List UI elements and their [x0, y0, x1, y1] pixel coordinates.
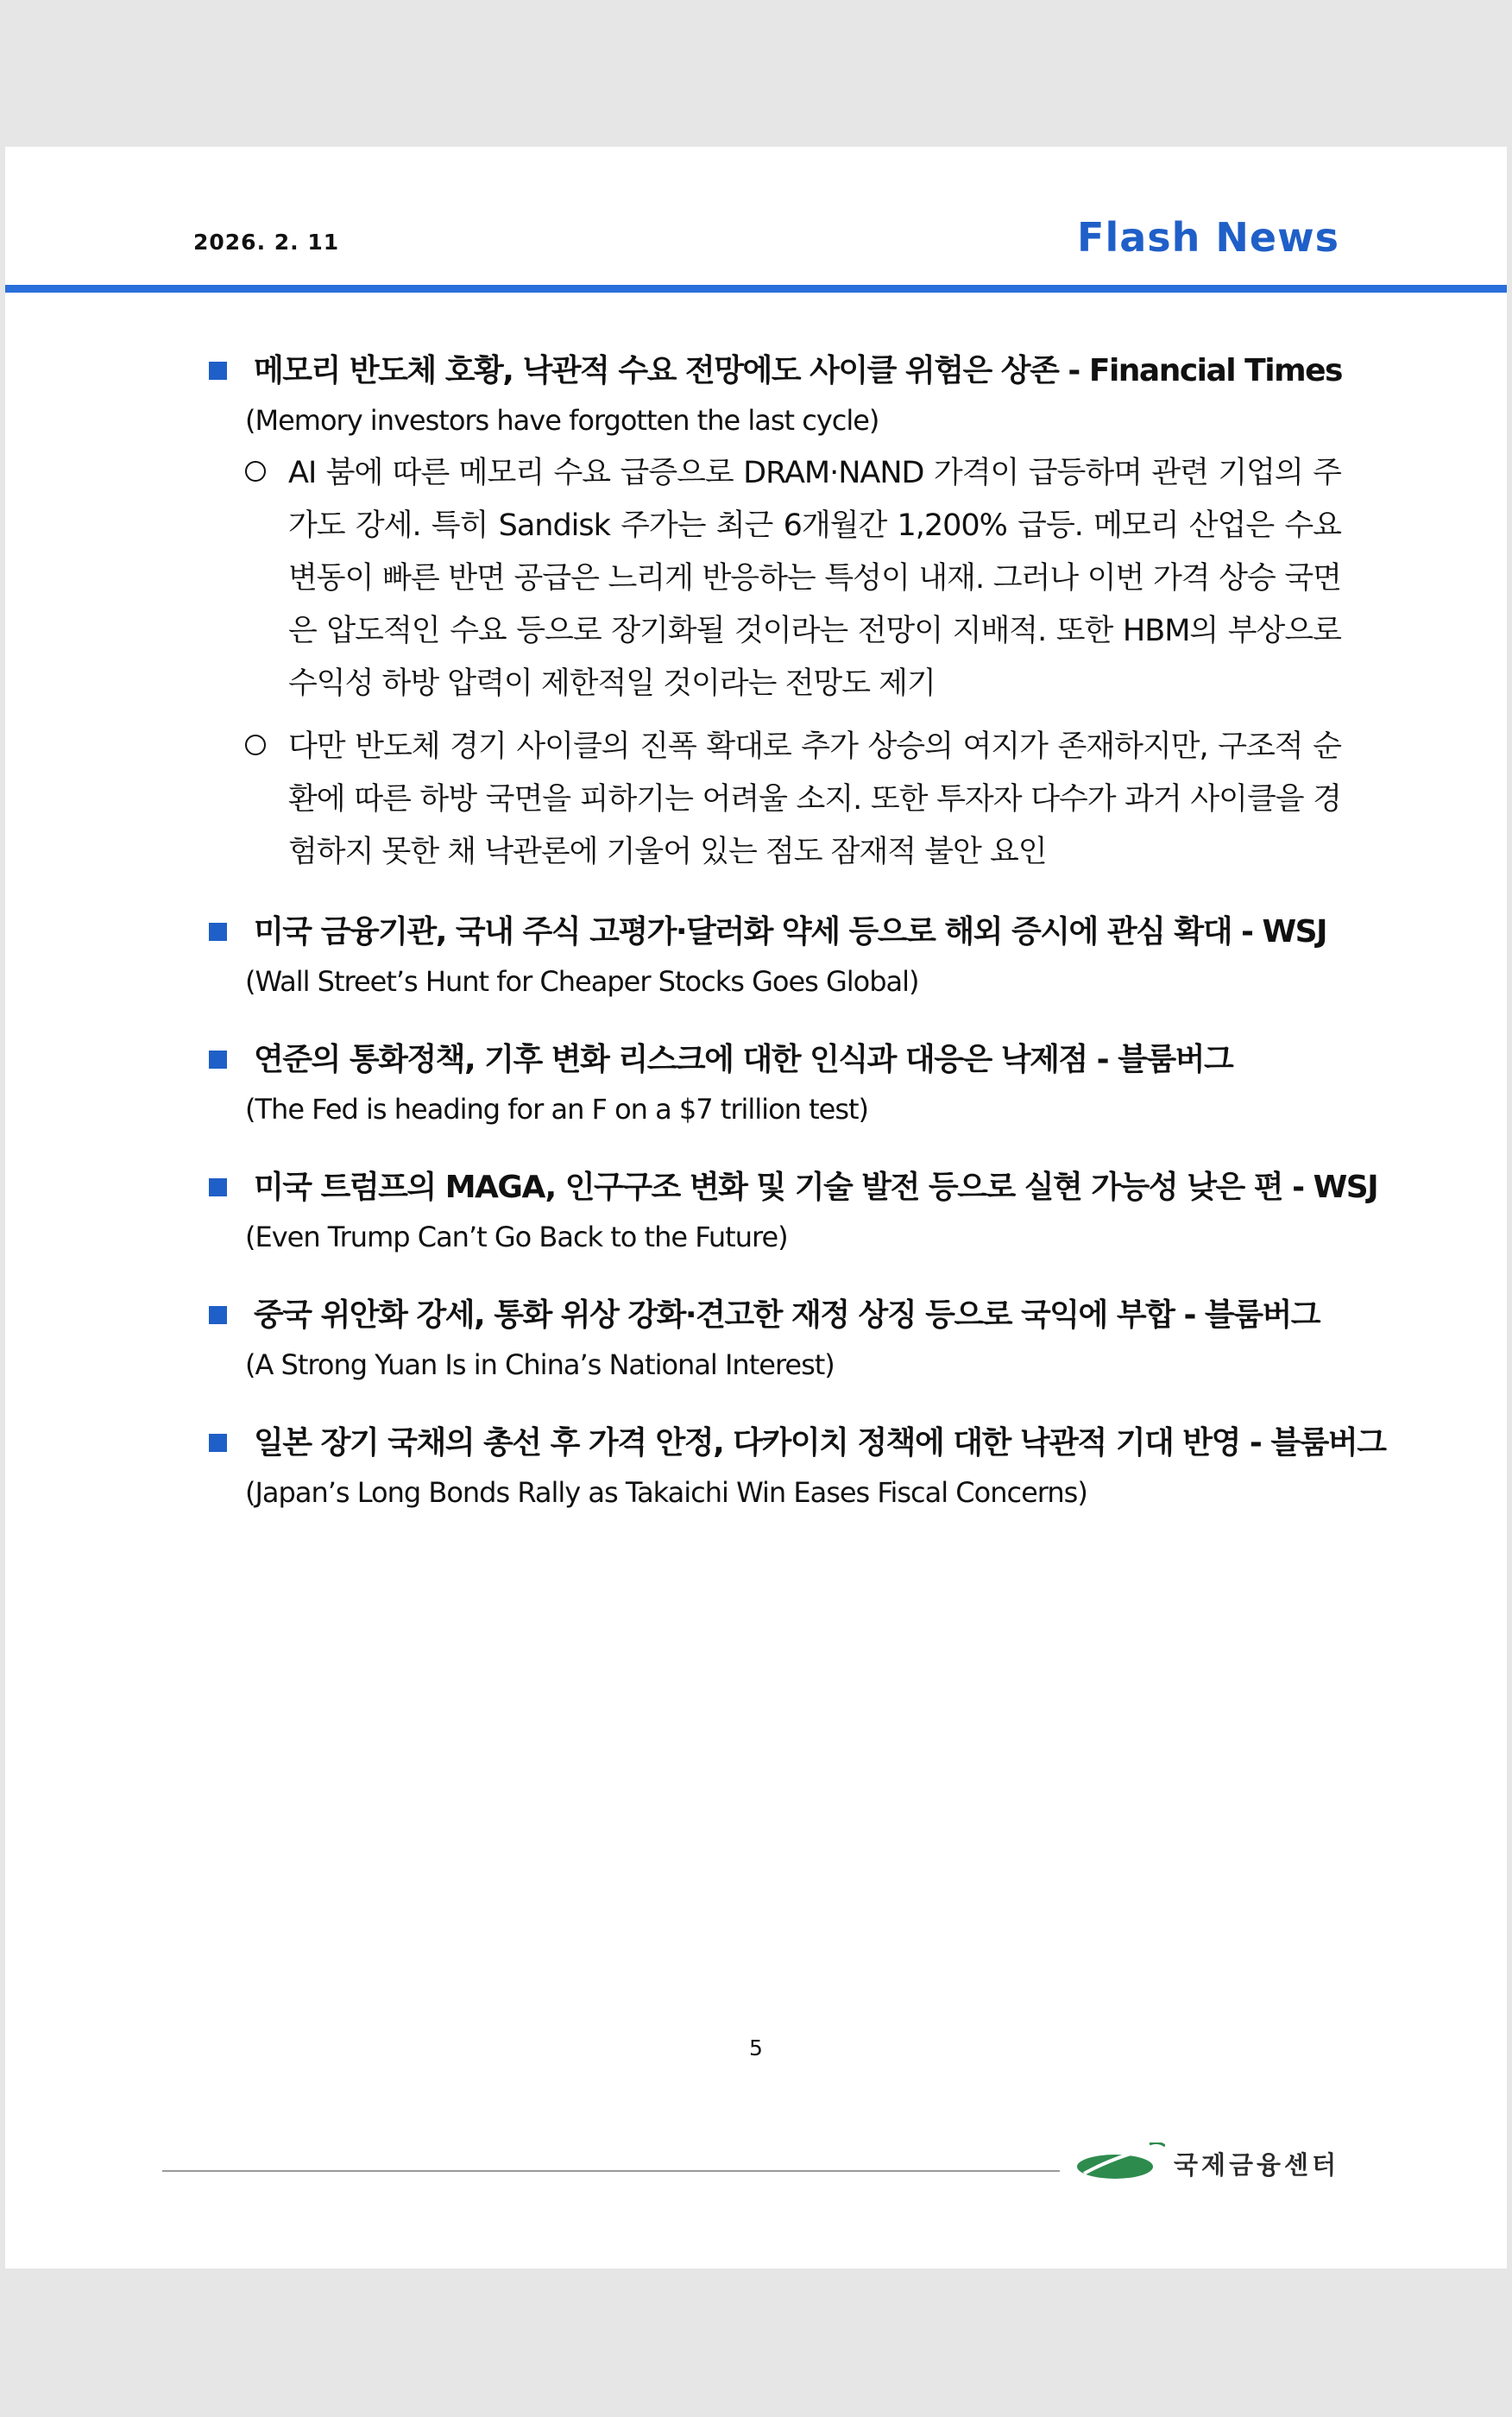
news-headline [205, 1291, 1341, 1340]
news-headline [205, 347, 1341, 395]
news-item [205, 1036, 1341, 1134]
square-bullet-icon [209, 1051, 227, 1069]
news-paragraph [205, 447, 1341, 710]
paragraph-text: 다만 반도체 경기 사이클의 진폭 확대로 추가 상승의 여지가 존재하지만, 구조적 순환에 따른 하방 국면을 피하기는 어려울 소지. 또한 투자자 다수가 과거 사이클을 경험하지 못한 채 낙관론에 기울어 있는 점도 잠재적 불안 요인 [288, 729, 1341, 869]
news-item [205, 1164, 1378, 1262]
circle-bullet-icon [245, 461, 266, 482]
news-headline [205, 908, 1341, 956]
news-subtitle: (Japan’s Long Bonds Rally as Takaichi Win Eases Fiscal Concerns) [245, 1476, 1087, 1509]
news-subtitle: (Even Trump Can’t Go Back to the Future) [245, 1221, 788, 1253]
report-date: 2026. 2. 11 [193, 230, 340, 255]
headline-text: 일본 장기 국채의 총선 후 가격 안정, 다카이치 정책에 대한 낙관적 기대 반영 - 블룸버그 [254, 1425, 1386, 1461]
square-bullet-icon [209, 1306, 227, 1324]
news-subtitle: (Memory investors have forgotten the last cycle) [245, 404, 879, 437]
headline-text: 메모리 반도체 호황, 낙관적 수요 전망에도 사이클 위험은 상존 - Financial Times [254, 353, 1342, 388]
news-subtitle: (Wall Street’s Hunt for Cheaper Stocks Goes Global) [245, 965, 919, 998]
news-headline [205, 1164, 1378, 1212]
news-subtitle: (A Strong Yuan Is in China’s National Interest) [245, 1348, 835, 1381]
news-item [205, 1419, 1386, 1518]
footer-divider [162, 2170, 1060, 2172]
news-item [205, 1291, 1341, 1390]
paragraph-text: AI 붐에 따른 메모리 수요 급증으로 DRAM·NAND 가격이 급등하며 관련 기업의 주가도 강세. 특히 Sandisk 주가는 최근 6개월간 1,200% 급등. 메모리 산업은 수요 변동이 빠른 반면 공급은 느리게 반응하는 특성이 내재. 그러나 이번 가격 상승 국면은 압도적인 수요 등으로 장기화될 것이라는 전망이 지배적. 또한 HBM의 부상으로 수익성 하방 압력이 제한적일 것이라는 전망도 제기 [288, 456, 1341, 701]
logo-text: 국제금융센터 [1174, 2150, 1340, 2180]
headline-text: 중국 위안화 강세, 통화 위상 강화·견고한 재정 상징 등으로 국익에 부합 - 블룸버그 [254, 1297, 1320, 1333]
news-item [205, 347, 1341, 879]
news-headline [205, 1036, 1341, 1084]
headline-text: 미국 금융기관, 국내 주식 고평가·달러화 약세 등으로 해외 증시에 관심 확대 - WSJ [254, 914, 1327, 950]
report-title: Flash News [1077, 214, 1339, 261]
square-bullet-icon [209, 362, 227, 380]
news-paragraph [205, 721, 1341, 879]
news-list [205, 347, 1386, 1547]
news-headline [205, 1419, 1386, 1467]
circle-bullet-icon [245, 735, 266, 755]
headline-text: 미국 트럼프의 MAGA, 인구구조 변화 및 기술 발전 등으로 실현 가능성 낮은 편 - WSJ [254, 1170, 1378, 1205]
news-item [205, 908, 1341, 1007]
page-number: 5 [749, 2035, 763, 2060]
header-divider [5, 285, 1507, 293]
headline-text: 연준의 통화정책, 기후 변화 리스크에 대한 인식과 대응은 낙제점 - 블룸버그 [254, 1042, 1233, 1077]
footer-logo [1075, 2134, 1343, 2186]
square-bullet-icon [209, 923, 227, 941]
square-bullet-icon [209, 1178, 227, 1196]
document-page [5, 147, 1507, 2269]
leaf-logo-icon [1075, 2142, 1165, 2180]
news-subtitle: (The Fed is heading for an F on a $7 trillion test) [245, 1093, 869, 1126]
square-bullet-icon [209, 1434, 227, 1452]
